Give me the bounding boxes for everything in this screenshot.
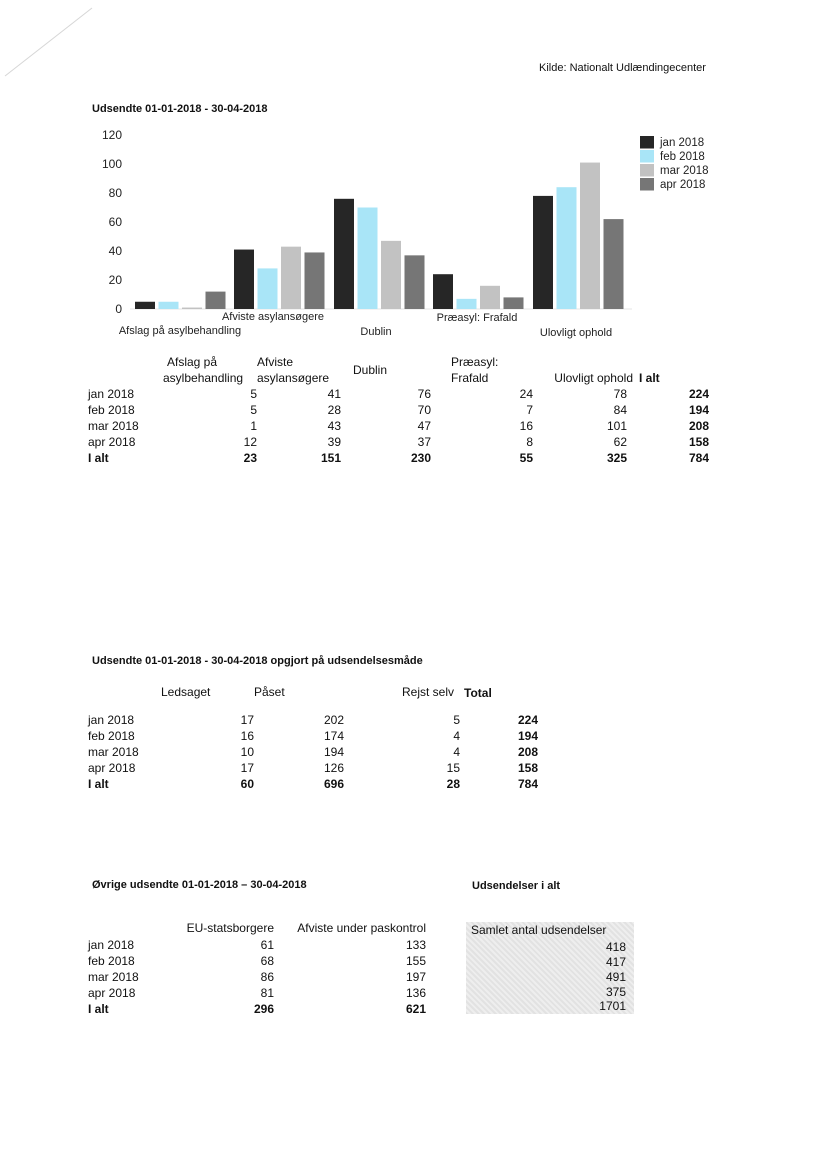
row-label: feb 2018 xyxy=(88,729,135,743)
col-header-ulovligt: Ulovligt ophold xyxy=(554,371,633,385)
cell-value: 5 xyxy=(453,713,460,727)
cell-value: 81 xyxy=(260,986,274,1000)
total-value: 375 xyxy=(605,985,626,999)
table-row xyxy=(88,744,544,760)
cell-value: 5 xyxy=(250,387,257,401)
legend-swatch xyxy=(640,164,654,177)
row-label: mar 2018 xyxy=(88,419,139,433)
total-row xyxy=(88,1001,426,1017)
cell-value: 76 xyxy=(417,387,431,401)
row-label: mar 2018 xyxy=(88,970,139,984)
bar xyxy=(206,292,226,309)
col-header-rejst-selv: Rejst selv xyxy=(401,685,454,699)
row-label: I alt xyxy=(88,777,109,791)
col-header-afviste: Afviste asylansøgere xyxy=(257,355,330,385)
cell-value: 197 xyxy=(405,970,426,984)
row-label: jan 2018 xyxy=(88,713,135,727)
col-header-ialt: I alt xyxy=(639,371,660,385)
y-tick-label: 0 xyxy=(115,302,122,316)
category-label: Afslag på asylbehandling xyxy=(118,325,242,337)
bar xyxy=(258,268,278,309)
scan-artifact-line xyxy=(0,0,100,80)
bar xyxy=(305,252,325,309)
cell-value: 126 xyxy=(323,761,344,775)
bar xyxy=(334,199,354,309)
row-label: feb 2018 xyxy=(88,403,135,417)
table-row xyxy=(88,386,715,402)
cell-value: 15 xyxy=(446,761,460,775)
cell-value: 43 xyxy=(327,419,341,433)
legend-label: apr 2018 xyxy=(660,179,706,191)
cell-value: 224 xyxy=(688,387,709,401)
bar xyxy=(405,255,425,309)
col-header-total: Total xyxy=(464,686,492,700)
bar xyxy=(504,297,524,309)
bar xyxy=(281,247,301,309)
bar xyxy=(358,208,378,310)
cell-value: 230 xyxy=(410,451,431,465)
row-label: apr 2018 xyxy=(88,761,136,775)
cell-value: 784 xyxy=(517,777,538,791)
row-label: jan 2018 xyxy=(88,387,135,401)
cell-value: 194 xyxy=(323,745,344,759)
cell-value: 16 xyxy=(519,419,533,433)
cell-value: 39 xyxy=(327,435,341,449)
row-label: I alt xyxy=(88,451,109,465)
bar xyxy=(480,286,500,309)
cell-value: 4 xyxy=(453,729,460,743)
total-row xyxy=(88,776,544,792)
cell-value: 23 xyxy=(243,451,257,465)
cell-value: 696 xyxy=(323,777,344,791)
bar xyxy=(580,163,600,309)
y-tick-label: 20 xyxy=(108,273,122,287)
source-note: Kilde: Nationalt Udlændingecenter xyxy=(539,62,706,74)
table-row xyxy=(88,402,715,418)
y-tick-label: 40 xyxy=(108,244,122,258)
bar xyxy=(182,308,202,309)
row-label: I alt xyxy=(88,1002,109,1016)
row-label: apr 2018 xyxy=(88,435,136,449)
bar xyxy=(381,241,401,309)
cell-value: 5 xyxy=(250,403,257,417)
table-returns-by-type xyxy=(88,354,715,466)
cell-value: 61 xyxy=(260,938,274,952)
col-header-afslag: Afslag på asylbehandling xyxy=(163,355,244,385)
cell-value: 10 xyxy=(240,745,254,759)
cell-value: 8 xyxy=(526,435,533,449)
cell-value: 621 xyxy=(405,1002,426,1016)
cell-value: 136 xyxy=(405,986,426,1000)
table-returns-by-method xyxy=(88,682,544,792)
bar xyxy=(557,187,577,309)
bar xyxy=(533,196,553,309)
cell-value: 208 xyxy=(517,745,538,759)
legend-label: jan 2018 xyxy=(660,137,705,149)
y-tick-label: 120 xyxy=(101,128,122,142)
cell-value: 158 xyxy=(517,761,538,775)
table-row xyxy=(88,953,426,969)
cell-value: 17 xyxy=(240,713,254,727)
cell-value: 784 xyxy=(688,451,709,465)
table-row xyxy=(88,985,426,1001)
col-header-praeasyl: Præasyl: Frafald xyxy=(451,355,499,385)
cell-value: 47 xyxy=(417,419,431,433)
total-returns-box xyxy=(466,922,634,1014)
cell-value: 7 xyxy=(526,403,533,417)
cell-value: 78 xyxy=(613,387,627,401)
section4-title: Udsendelser i alt xyxy=(472,880,561,892)
bar xyxy=(234,250,254,309)
table-row xyxy=(88,418,715,434)
cell-value: 155 xyxy=(405,954,426,968)
col-header-dublin: Dublin xyxy=(353,363,388,377)
section2-title: Udsendte 01-01-2018 - 30-04-2018 opgjort på udsendelsesmåde xyxy=(92,655,423,667)
cell-value: 1 xyxy=(250,419,257,433)
cell-value: 202 xyxy=(323,713,344,727)
cell-value: 12 xyxy=(243,435,257,449)
table-row xyxy=(88,760,544,776)
cell-value: 41 xyxy=(327,387,341,401)
table-row xyxy=(88,712,544,728)
cell-value: 86 xyxy=(260,970,274,984)
bar xyxy=(159,302,179,309)
total-value: 417 xyxy=(605,955,626,969)
cell-value: 151 xyxy=(320,451,341,465)
cell-value: 68 xyxy=(260,954,274,968)
cell-value: 28 xyxy=(446,777,460,791)
total-row xyxy=(88,450,715,466)
cell-value: 194 xyxy=(517,729,538,743)
cell-value: 55 xyxy=(519,451,533,465)
cell-value: 158 xyxy=(688,435,709,449)
cell-value: 17 xyxy=(240,761,254,775)
col-header-paskontrol: Afviste under paskontrol xyxy=(297,921,426,935)
bar-chart xyxy=(0,120,828,345)
table-other-returns xyxy=(88,919,426,1017)
legend-swatch xyxy=(640,150,654,163)
cell-value: 28 xyxy=(327,403,341,417)
table-row xyxy=(88,969,426,985)
section3-title: Øvrige udsendte 01-01-2018 – 30-04-2018 xyxy=(92,879,307,891)
cell-value: 133 xyxy=(405,938,426,952)
bar xyxy=(457,299,477,309)
category-label: Dublin xyxy=(360,326,392,338)
bar xyxy=(433,274,453,309)
cell-value: 62 xyxy=(613,435,627,449)
category-label: Ulovligt ophold xyxy=(539,327,613,339)
total-returns-header: Samlet antal udsendelser xyxy=(471,923,607,937)
col-header-paset: Påset xyxy=(254,685,285,699)
table-row xyxy=(88,434,715,450)
total-value: 1701 xyxy=(599,999,626,1013)
total-value: 491 xyxy=(605,970,626,984)
category-label: Præasyl: Frafald xyxy=(436,312,518,324)
legend-label: mar 2018 xyxy=(660,165,709,177)
row-label: feb 2018 xyxy=(88,954,135,968)
bar xyxy=(135,302,155,309)
total-value: 418 xyxy=(605,940,626,954)
cell-value: 194 xyxy=(688,403,709,417)
cell-value: 101 xyxy=(606,419,627,433)
chart-title: Udsendte 01-01-2018 - 30-04-2018 xyxy=(92,103,268,115)
col-header-eu: EU-statsborgere xyxy=(186,921,274,935)
table-row xyxy=(88,728,544,744)
row-label: mar 2018 xyxy=(88,745,139,759)
cell-value: 296 xyxy=(253,1002,274,1016)
y-tick-label: 80 xyxy=(108,186,122,200)
cell-value: 325 xyxy=(606,451,627,465)
bar xyxy=(604,219,624,309)
legend-swatch xyxy=(640,136,654,149)
col-header-ledsaget: Ledsaget xyxy=(161,685,211,699)
category-label: Afviste asylansøgere xyxy=(221,311,325,323)
cell-value: 24 xyxy=(519,387,533,401)
cell-value: 174 xyxy=(323,729,344,743)
legend-label: feb 2018 xyxy=(660,151,705,163)
cell-value: 37 xyxy=(417,435,431,449)
y-tick-label: 60 xyxy=(108,215,122,229)
cell-value: 84 xyxy=(613,403,627,417)
row-label: apr 2018 xyxy=(88,986,136,1000)
cell-value: 16 xyxy=(240,729,254,743)
cell-value: 224 xyxy=(517,713,538,727)
legend-swatch xyxy=(640,178,654,191)
row-label: jan 2018 xyxy=(88,938,135,952)
y-tick-label: 100 xyxy=(101,157,122,171)
table-row xyxy=(88,937,426,953)
cell-value: 208 xyxy=(688,419,709,433)
cell-value: 4 xyxy=(453,745,460,759)
cell-value: 70 xyxy=(417,403,431,417)
cell-value: 60 xyxy=(240,777,254,791)
